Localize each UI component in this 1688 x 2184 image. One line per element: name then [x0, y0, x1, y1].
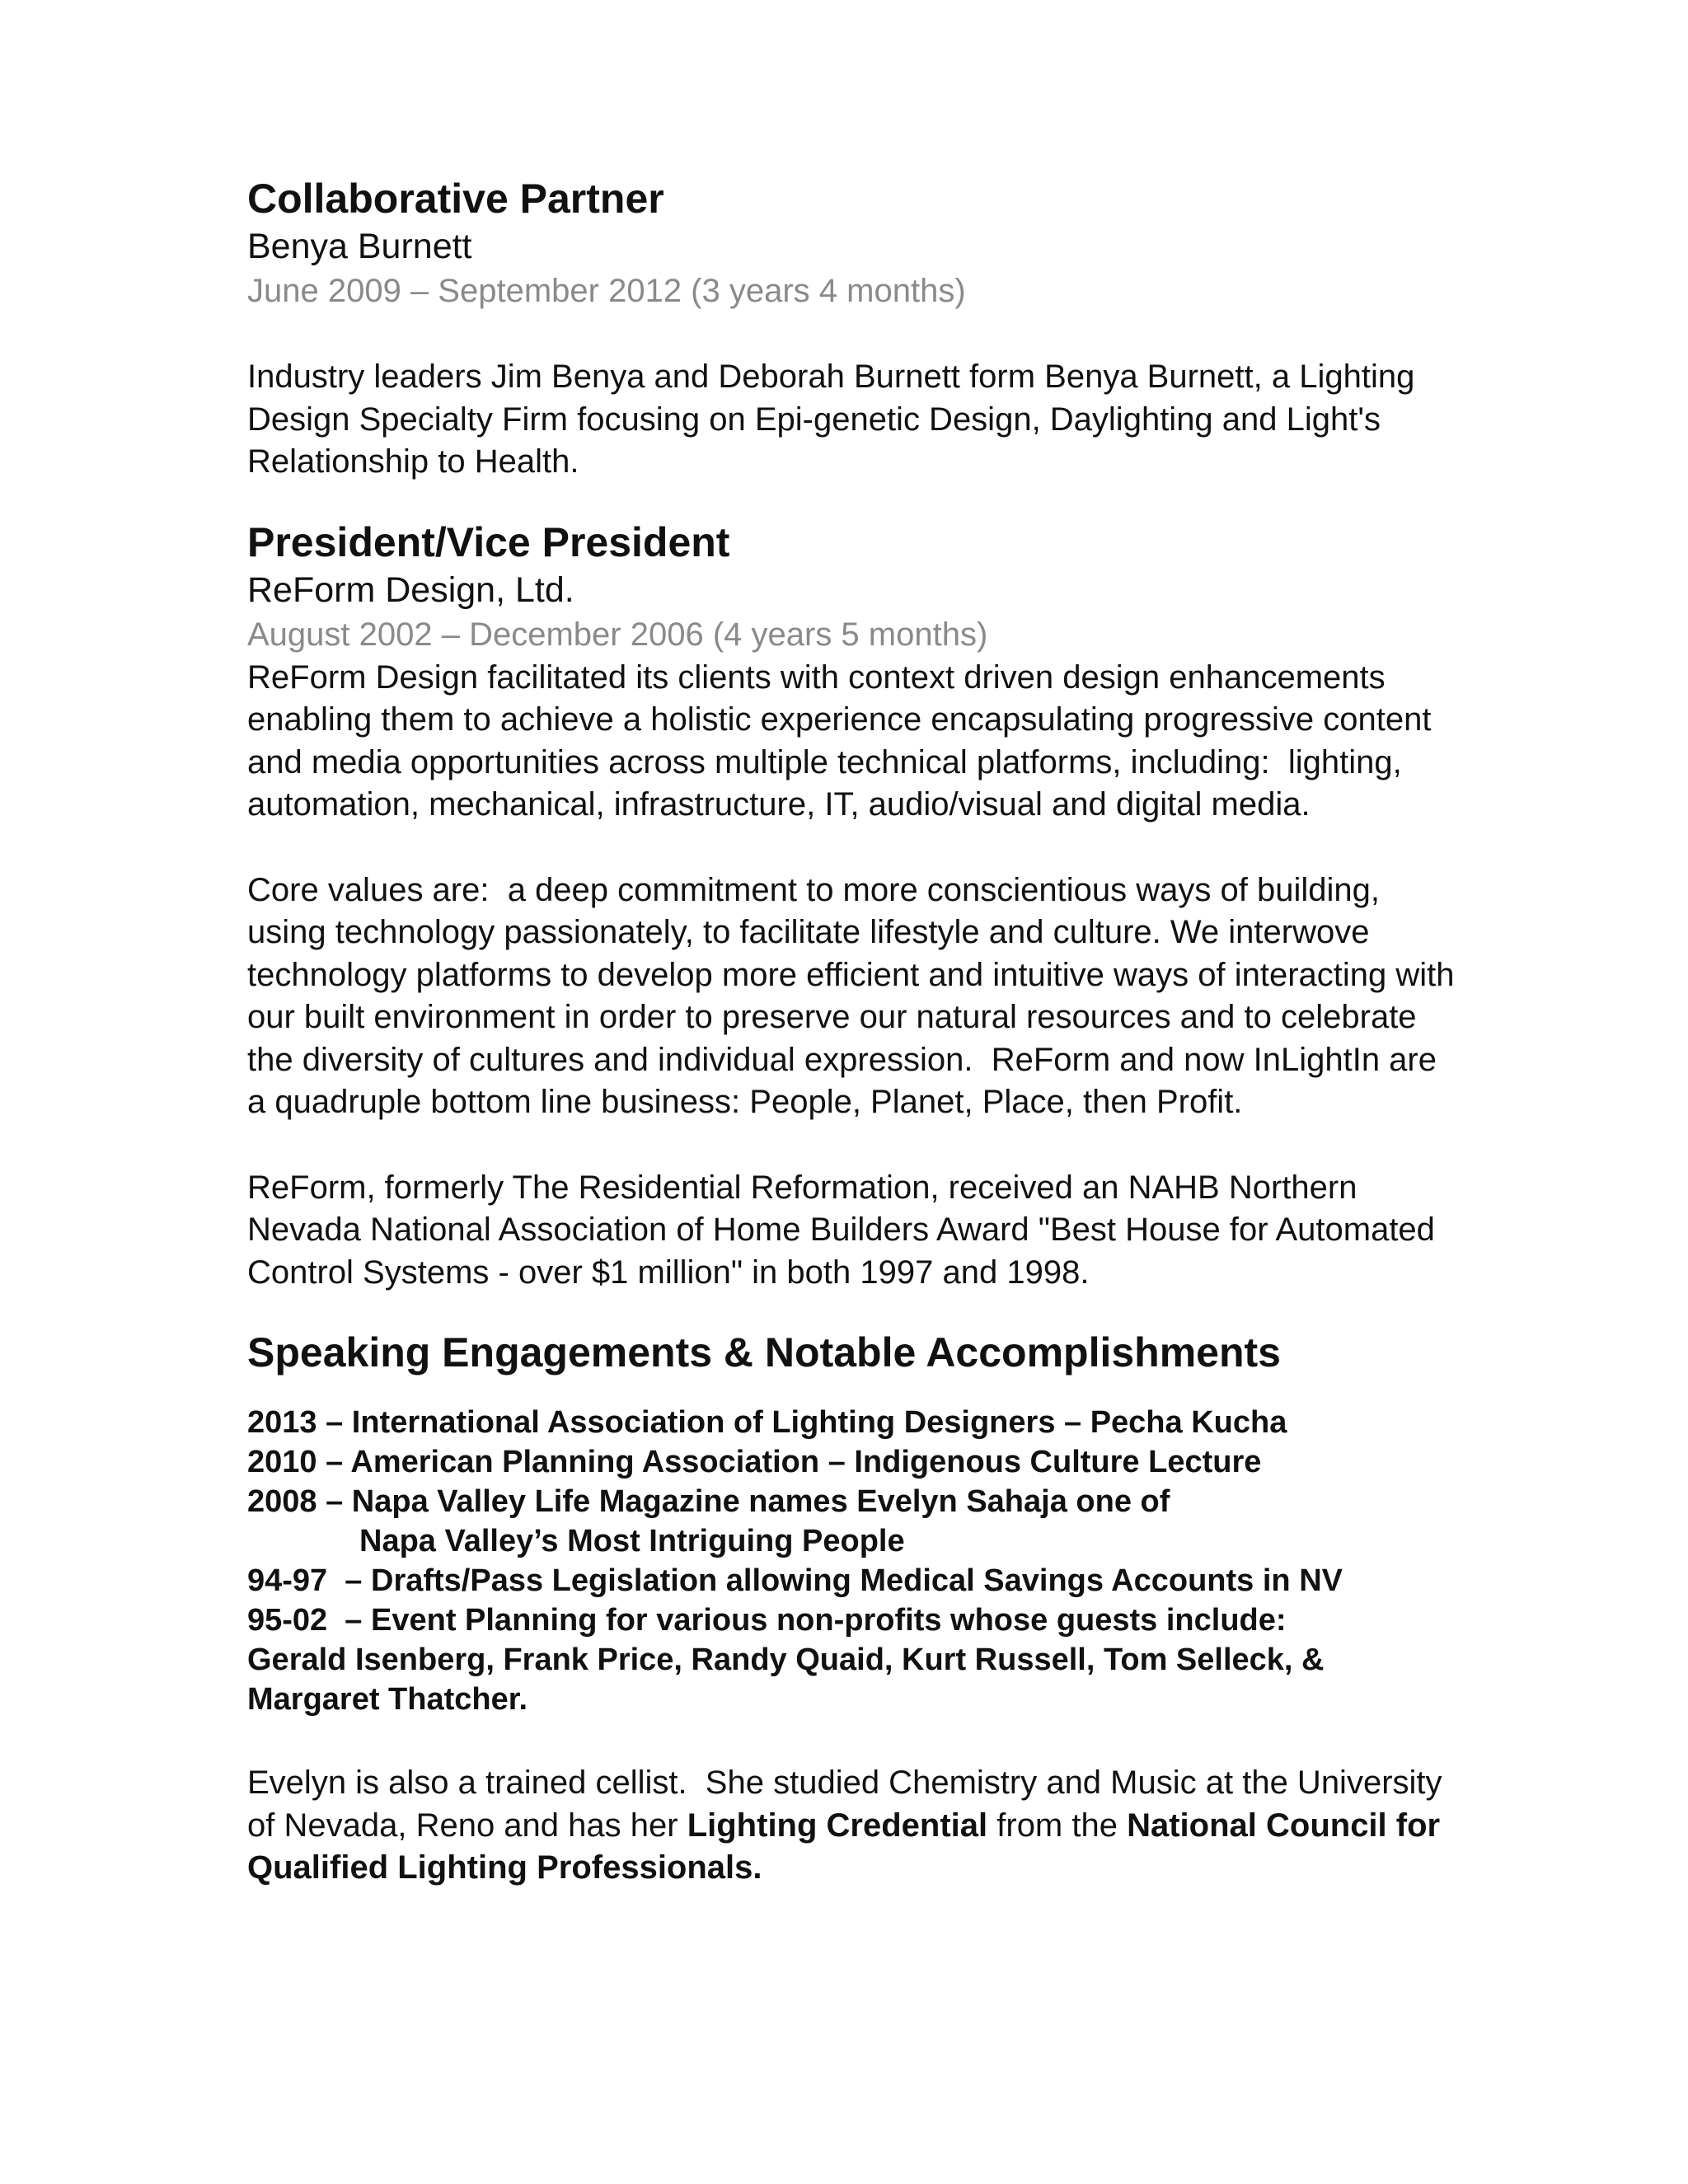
list-item: 2008 – Napa Valley Life Magazine names Evelyn Sahaja one of [247, 1484, 1170, 1519]
closing-text: from the [987, 1807, 1128, 1844]
job-description: Industry leaders Jim Benya and Deborah Burnett form Benya Burnett, a Lighting Design Specialty Firm focusing on Epi-genetic Design, Daylighting and Light's Relationship to Health. [247, 359, 1415, 480]
employment-dates: August 2002 – December 2006 (4 years 5 months) [247, 616, 988, 653]
company-name: Benya Burnett [247, 227, 472, 266]
core-values-paragraph: Core values are: a deep commitment to more conscientious ways of building, using technology passionately, to facilitate lifestyle and culture. We interwove technology platforms to develop more efficient and intuitive ways of interacting with our built environment in order to preserve our natural resources and to celebrate the diversity of cultures and individual expression. ReForm and now InLightIn are a quadruple bottom line business: People, Planet, Place, then Profit. [247, 871, 1455, 1120]
list-item: Margaret Thatcher. [247, 1682, 528, 1717]
accomplishments-list [247, 1403, 1459, 1719]
list-item: 94-97 – Drafts/Pass Legislation allowing Medical Savings Accounts in NV [247, 1563, 1343, 1598]
list-item: Napa Valley’s Most Intriguing People [359, 1524, 905, 1558]
ncqlp-text: National Council for Qualified Lighting Professionals. [247, 1807, 1441, 1886]
company-name: ReForm Design, Ltd. [247, 569, 574, 610]
experience-entry-reform-design [247, 517, 1459, 1295]
experience-entry-benya-burnett [247, 173, 1459, 484]
list-item: 2010 – American Planning Association – Indigenous Culture Lecture [247, 1445, 1262, 1479]
list-item: Gerald Isenberg, Frank Price, Randy Quaid, Kurt Russell, Tom Selleck, & [247, 1643, 1325, 1677]
award-paragraph: ReForm, formerly The Residential Reformation, received an NAHB Northern Nevada National Association of Home Builders Award "Best House for Automated Control Systems - over $1 million" in both 1997 and 1998. [247, 1169, 1435, 1291]
section-heading: Speaking Engagements & Notable Accomplishments [247, 1329, 1281, 1376]
list-item: 2013 – International Association of Lighting Designers – Pecha Kucha [247, 1405, 1287, 1440]
job-title: President/Vice President [247, 518, 730, 565]
closing-text: Evelyn is also a trained cellist. She studied Chemistry and Music at the University of Nevada, Reno and has her [247, 1765, 1442, 1844]
list-item: 95-02 – Event Planning for various non-profits whose guests include: [247, 1603, 1287, 1638]
lighting-credential-text: Lighting Credential [687, 1807, 988, 1844]
employment-dates: June 2009 – September 2012 (3 years 4 months) [247, 273, 966, 309]
job-description: ReForm Design facilitated its clients with context driven design enhancements enabling them to achieve a holistic experience encapsulating progressive content and media opportunities across multiple technical platforms, including: lighting, automation, mechanical, infrastructure, IT, audio/visual and digital media. [247, 658, 1432, 823]
job-title: Collaborative Partner [247, 176, 664, 222]
resume-page [247, 173, 1459, 1890]
accomplishments-section [247, 1327, 1459, 1719]
closing-paragraph [247, 1762, 1459, 1890]
